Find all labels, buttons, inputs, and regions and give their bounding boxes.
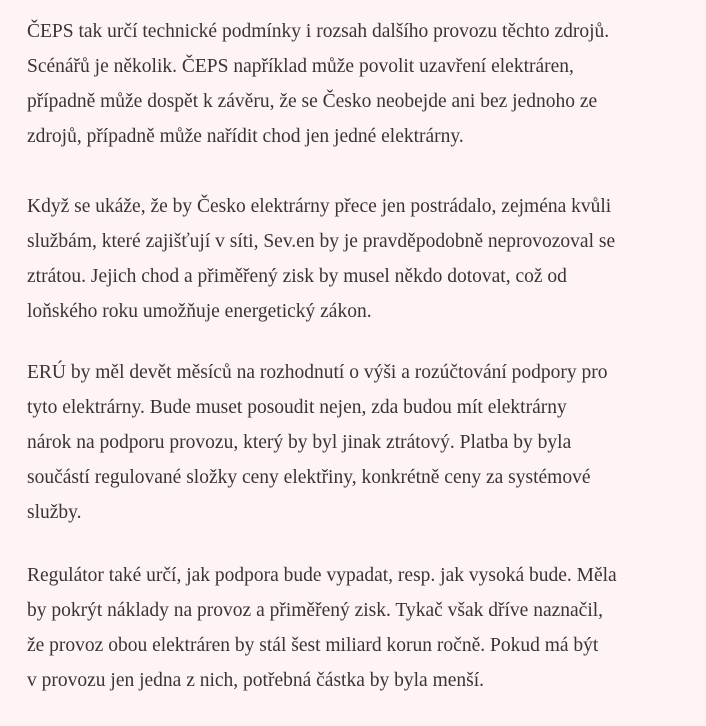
text-line: ERÚ by měl devět měsíců na rozhodnutí o výši a rozúčtování podpory pro — [27, 362, 608, 383]
text-line: loňského roku umožňuje energetický zákon. — [27, 301, 372, 322]
paragraph-1 — [27, 14, 699, 154]
text-line: ČEPS tak určí technické podmínky i rozsah dalšího provozu těchto zdrojů. — [27, 21, 610, 42]
text-line: službám, které zajišťují v síti, Sev.en by je pravděpodobně neprovozoval se — [27, 231, 616, 252]
text-line: tyto elektrárny. Bude muset posoudit nejen, zda budou mít elektrárny — [27, 397, 567, 418]
text-line: by pokrýt náklady na provoz a přiměřený zisk. Tykač však dříve naznačil, — [27, 600, 604, 621]
text-line: nárok na podporu provozu, který by byl jinak ztrátový. Platba by byla — [27, 432, 572, 453]
text-line: že provoz obou elektráren by stál šest miliard korun ročně. Pokud má být — [27, 635, 599, 656]
text-line: ztrátou. Jejich chod a přiměřený zisk by musel někdo dotovat, což od — [27, 266, 567, 287]
text-line: případně může dospět k závěru, že se Česko neobejde ani bez jednoho ze — [27, 91, 598, 112]
text-line: součástí regulované složky ceny elektřiny, konkrétně ceny za systémové — [27, 467, 591, 488]
text-line: Regulátor také určí, jak podpora bude vypadat, resp. jak vysoká bude. Měla — [27, 565, 617, 586]
text-line: v provozu jen jedna z nich, potřebná částka by byla menší. — [27, 670, 485, 691]
text-line: Když se ukáže, že by Česko elektrárny přece jen postrádalo, zejména kvůli — [27, 196, 612, 217]
text-line: služby. — [27, 502, 82, 523]
paragraph-4 — [27, 558, 699, 698]
paragraph-2 — [27, 189, 699, 329]
text-line: Scénářů je několik. ČEPS například může povolit uzavření elektráren, — [27, 56, 574, 77]
text-line: zdrojů, případně může nařídit chod jen jedné elektrárny. — [27, 126, 464, 147]
paragraph-3 — [27, 355, 699, 530]
